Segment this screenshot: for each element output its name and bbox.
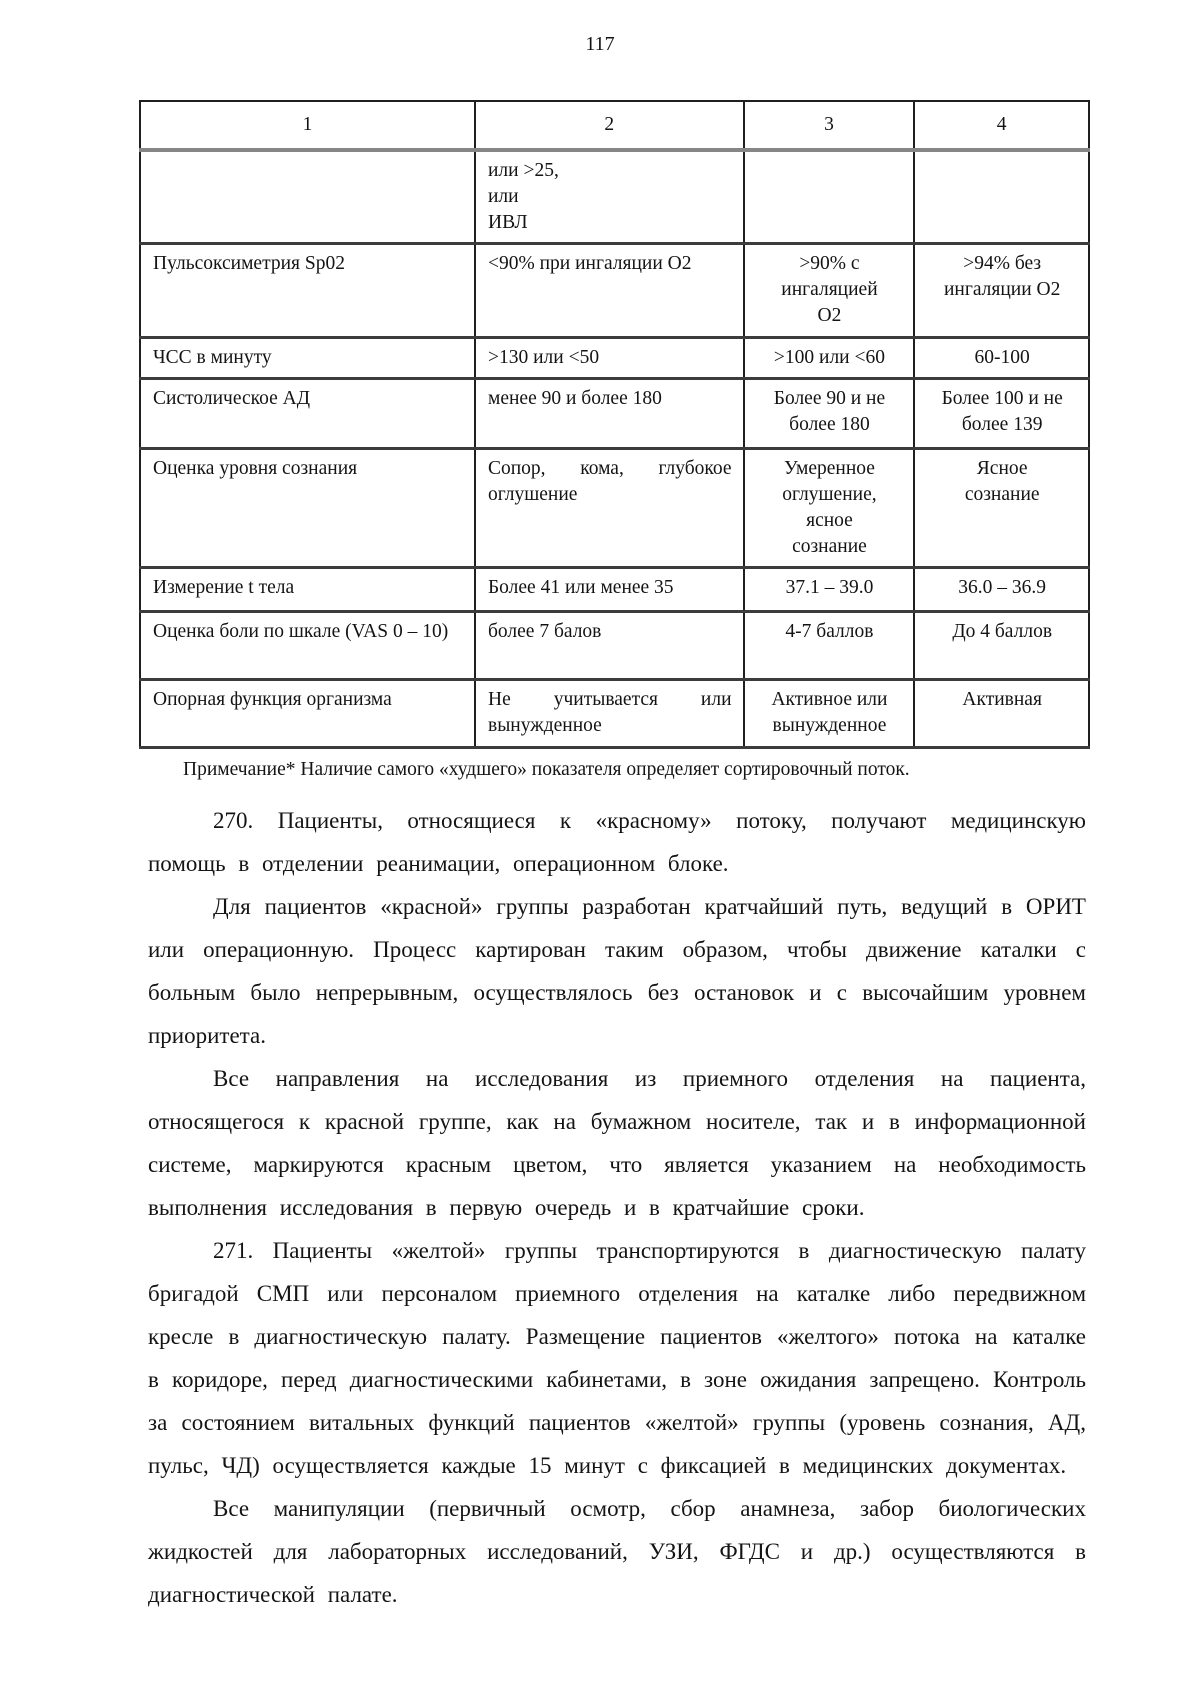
table-cell: Активная bbox=[914, 680, 1089, 748]
table-cell: Активное или вынужденное bbox=[744, 680, 915, 748]
paragraph-red-referrals: Все направления на исследования из приемного отделения на пациента, относящегося к красной группе, как на бумажном носителе, так и в информационной системе, маркируются красным цветом, что является указанием на необходимость выполнения исследования в первую очередь и в кратчайшие сроки. bbox=[148, 1066, 1086, 1220]
table-cell: Не учитывается или вынужденное bbox=[475, 680, 744, 748]
table-cell: >130 или <50 bbox=[475, 338, 744, 379]
table-row bbox=[140, 612, 1089, 680]
table-cell: 60-100 bbox=[914, 338, 1089, 379]
paragraph-271: 271. Пациенты «желтой» группы транспортируются в диагностическую палату бригадой СМП или персоналом приемного отделения на каталке либо передвижном кресле в диагностическую палату. Размещение пациентов «желтого» потока на каталке в коридоре, перед диагностическими кабинетами, в зоне ожидания запрещено. Контроль за состоянием витальных функций пациентов «желтой» группы (уровень сознания, АД, пульс, ЧД) осуществляется каждые 15 минут с фиксацией в медицинских документах. bbox=[148, 1238, 1086, 1478]
paragraph-270: 270. Пациенты, относящиеся к «красному» потоку, получают медицинскую помощь в отделении реанимации, операционном блоке. bbox=[148, 808, 1086, 876]
page-number: 117 bbox=[585, 33, 615, 55]
table-header-cell: 4 bbox=[914, 101, 1089, 150]
table-cell: Оценка уровня сознания bbox=[140, 449, 475, 568]
table-row bbox=[140, 449, 1089, 568]
table-cell bbox=[140, 150, 475, 244]
table-cell: До 4 баллов bbox=[914, 612, 1089, 680]
table-header-row bbox=[140, 101, 1089, 150]
table-cell bbox=[744, 150, 915, 244]
paragraph-manipulations: Все манипуляции (первичный осмотр, сбор анамнеза, забор биологических жидкостей для лабораторных исследований, УЗИ, ФГДС и др.) осуществляются в диагностической палате. bbox=[148, 1496, 1086, 1607]
table-cell: Систолическое АД bbox=[140, 379, 475, 449]
table-header-cell: 1 bbox=[140, 101, 475, 150]
table-cell: 36.0 – 36.9 bbox=[914, 568, 1089, 612]
table-header-cell: 3 bbox=[744, 101, 915, 150]
table-cell: <90% при ингаляции О2 bbox=[475, 244, 744, 338]
table-row bbox=[140, 150, 1089, 244]
table-cell: >100 или <60 bbox=[744, 338, 915, 379]
table-row bbox=[140, 244, 1089, 338]
table-row bbox=[140, 338, 1089, 379]
paragraph-red-route: Для пациентов «красной» группы разработан кратчайший путь, ведущий в ОРИТ или операционную. Процесс картирован таким образом, чтобы движение каталки с больным было непрерывным, осуществлялось без остановок и с высочайшим уровнем приоритета. bbox=[148, 894, 1086, 1048]
table-cell: 37.1 – 39.0 bbox=[744, 568, 915, 612]
table-cell: 4-7 баллов bbox=[744, 612, 915, 680]
table-cell: или >25, или ИВЛ bbox=[475, 150, 744, 244]
table-cell: Умеренное оглушение, ясное сознание bbox=[744, 449, 915, 568]
table-cell: >94% без ингаляции О2 bbox=[914, 244, 1089, 338]
table-cell: Опорная функция организма bbox=[140, 680, 475, 748]
table-row bbox=[140, 379, 1089, 449]
triage-table-container bbox=[139, 100, 1200, 749]
table-note: Примечание* Наличие самого «худшего» показателя определяет сортировочный поток. bbox=[183, 759, 910, 780]
table-cell: более 7 балов bbox=[475, 612, 744, 680]
table-row bbox=[140, 568, 1089, 612]
table-cell: ЧСС в минуту bbox=[140, 338, 475, 379]
document-body bbox=[148, 799, 1086, 1616]
table-cell: Измерение t тела bbox=[140, 568, 475, 612]
table-cell: Более 100 и не более 139 bbox=[914, 379, 1089, 449]
table-cell: Сопор, кома, глубокое оглушение bbox=[475, 449, 744, 568]
table-cell: Ясное сознание bbox=[914, 449, 1089, 568]
table-row bbox=[140, 680, 1089, 748]
table-cell: Более 90 и не более 180 bbox=[744, 379, 915, 449]
table-cell bbox=[914, 150, 1089, 244]
table-cell: Более 41 или менее 35 bbox=[475, 568, 744, 612]
table-cell: >90% с ингаляцией О2 bbox=[744, 244, 915, 338]
table-cell: менее 90 и более 180 bbox=[475, 379, 744, 449]
triage-table bbox=[139, 100, 1090, 749]
table-header-cell: 2 bbox=[475, 101, 744, 150]
table-cell: Оценка боли по шкале (VAS 0 – 10) bbox=[140, 612, 475, 680]
table-cell: Пульсоксиметрия Sp02 bbox=[140, 244, 475, 338]
